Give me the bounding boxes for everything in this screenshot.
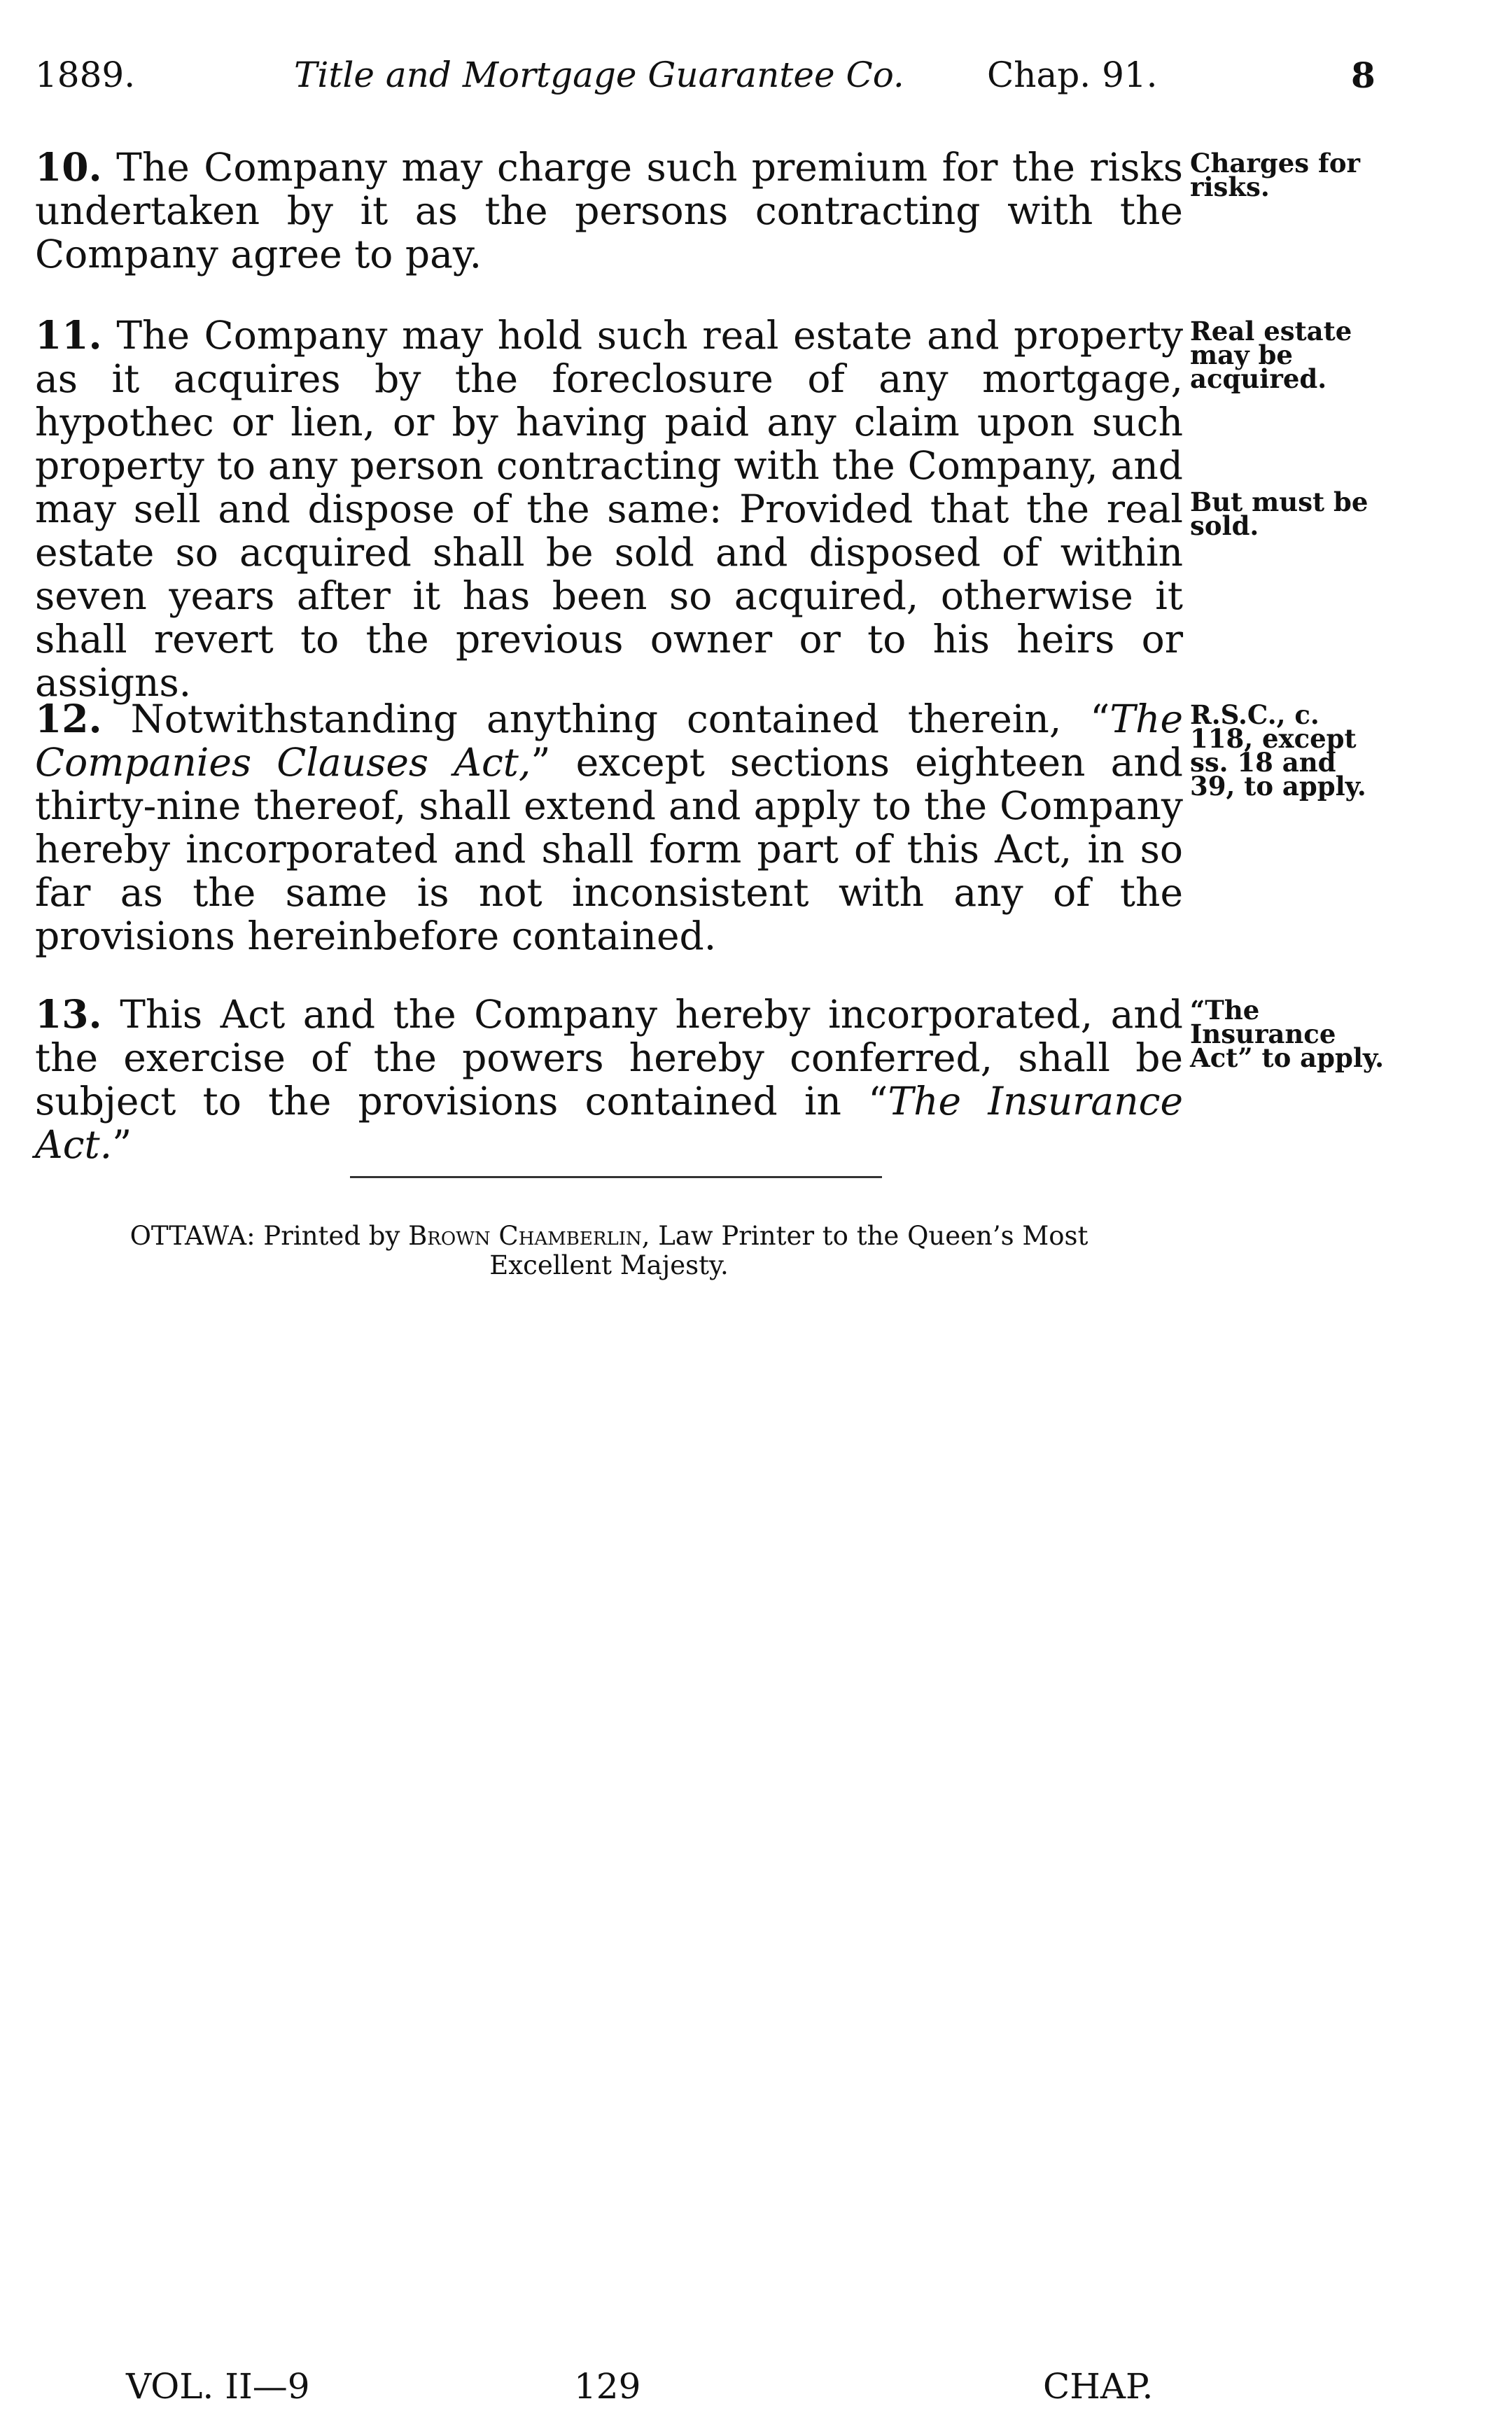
section-number: 11. [35, 312, 102, 358]
margin-note-charges: Charges for risks. [1190, 148, 1361, 202]
section-number: 12. [35, 696, 102, 741]
section-body: The Company may hold such real estate and property as it acquires by the foreclosure of any mortgage, hypothec or lien, or by having paid any claim upon such property to any person contracting with the Company, and may sell and dispose of the same: Provided that the real estate so acquired shall be sold and disposed of within seven years after it has been so acquired, otherwise it shall revert to the previous owner or to his heirs or assigns. [35, 313, 1184, 705]
running-header [35, 55, 1376, 111]
section-13 [35, 993, 1183, 1166]
section-10-text [35, 146, 1183, 276]
imprint-suffix: , Law Printer to the Queen’s Most Excellent Majesty. [489, 1221, 1088, 1280]
margin-note-rsc: R.S.C., c. 118, except ss. 18 and 39, to apply. [1190, 699, 1366, 802]
section-number: 10. [35, 144, 102, 190]
section-body-b: ” [112, 1122, 132, 1167]
section-body-a: This Act and the Company hereby incorporated, and the exercise of the powers hereby conferred, shall be subject to the provisions contained in “ [35, 992, 1183, 1124]
section-number: 13. [35, 991, 102, 1037]
section-12 [35, 697, 1183, 958]
margin-note-real-estate: Real estate may be acquired. [1190, 316, 1352, 394]
header-chapter: Chap. 91. [987, 55, 1158, 95]
act-title: The Companies Clauses Act, [35, 697, 1183, 785]
imprint-printer: Brown Chamberlin [408, 1221, 642, 1251]
divider-rule [350, 1176, 882, 1178]
section-11-text [35, 314, 1183, 704]
footer-page-number: 129 [574, 2366, 641, 2407]
margin-note-must-be-sold: But must be sold. [1190, 487, 1368, 541]
section-11 [35, 314, 1183, 704]
header-title: Title and Mortgage Guarantee Co. [294, 55, 904, 95]
header-page-mark: 8 [1351, 55, 1376, 96]
section-body: The Company may charge such premium for the risks undertaken by it as the persons contracting with the Company agree to pay. [35, 145, 1183, 277]
header-year: 1889. [35, 55, 136, 95]
margin-note-insurance-act: “The Insurance Act” to apply. [1190, 995, 1385, 1073]
page-footer [0, 2366, 1512, 2415]
section-body-b: ” except sections eighteen and thirty-nine thereof, shall extend and apply to the Company hereby incorporated and shall form part of this Act, in so far as the same is not inconsistent with any of the provisions hereinbefore contained. [35, 740, 1183, 958]
section-13-text [35, 993, 1183, 1166]
section-10 [35, 146, 1183, 276]
act-title: The Insurance Act. [35, 1079, 1183, 1167]
section-12-text [35, 697, 1183, 958]
footer-volume: VOL. II—9 [126, 2366, 310, 2407]
section-body-a: Notwithstanding anything contained therein, “ [130, 697, 1110, 741]
footer-catchword: CHAP. [1043, 2366, 1154, 2407]
printer-imprint [70, 1222, 1148, 1280]
imprint-prefix: OTTAWA: Printed by [130, 1221, 409, 1251]
